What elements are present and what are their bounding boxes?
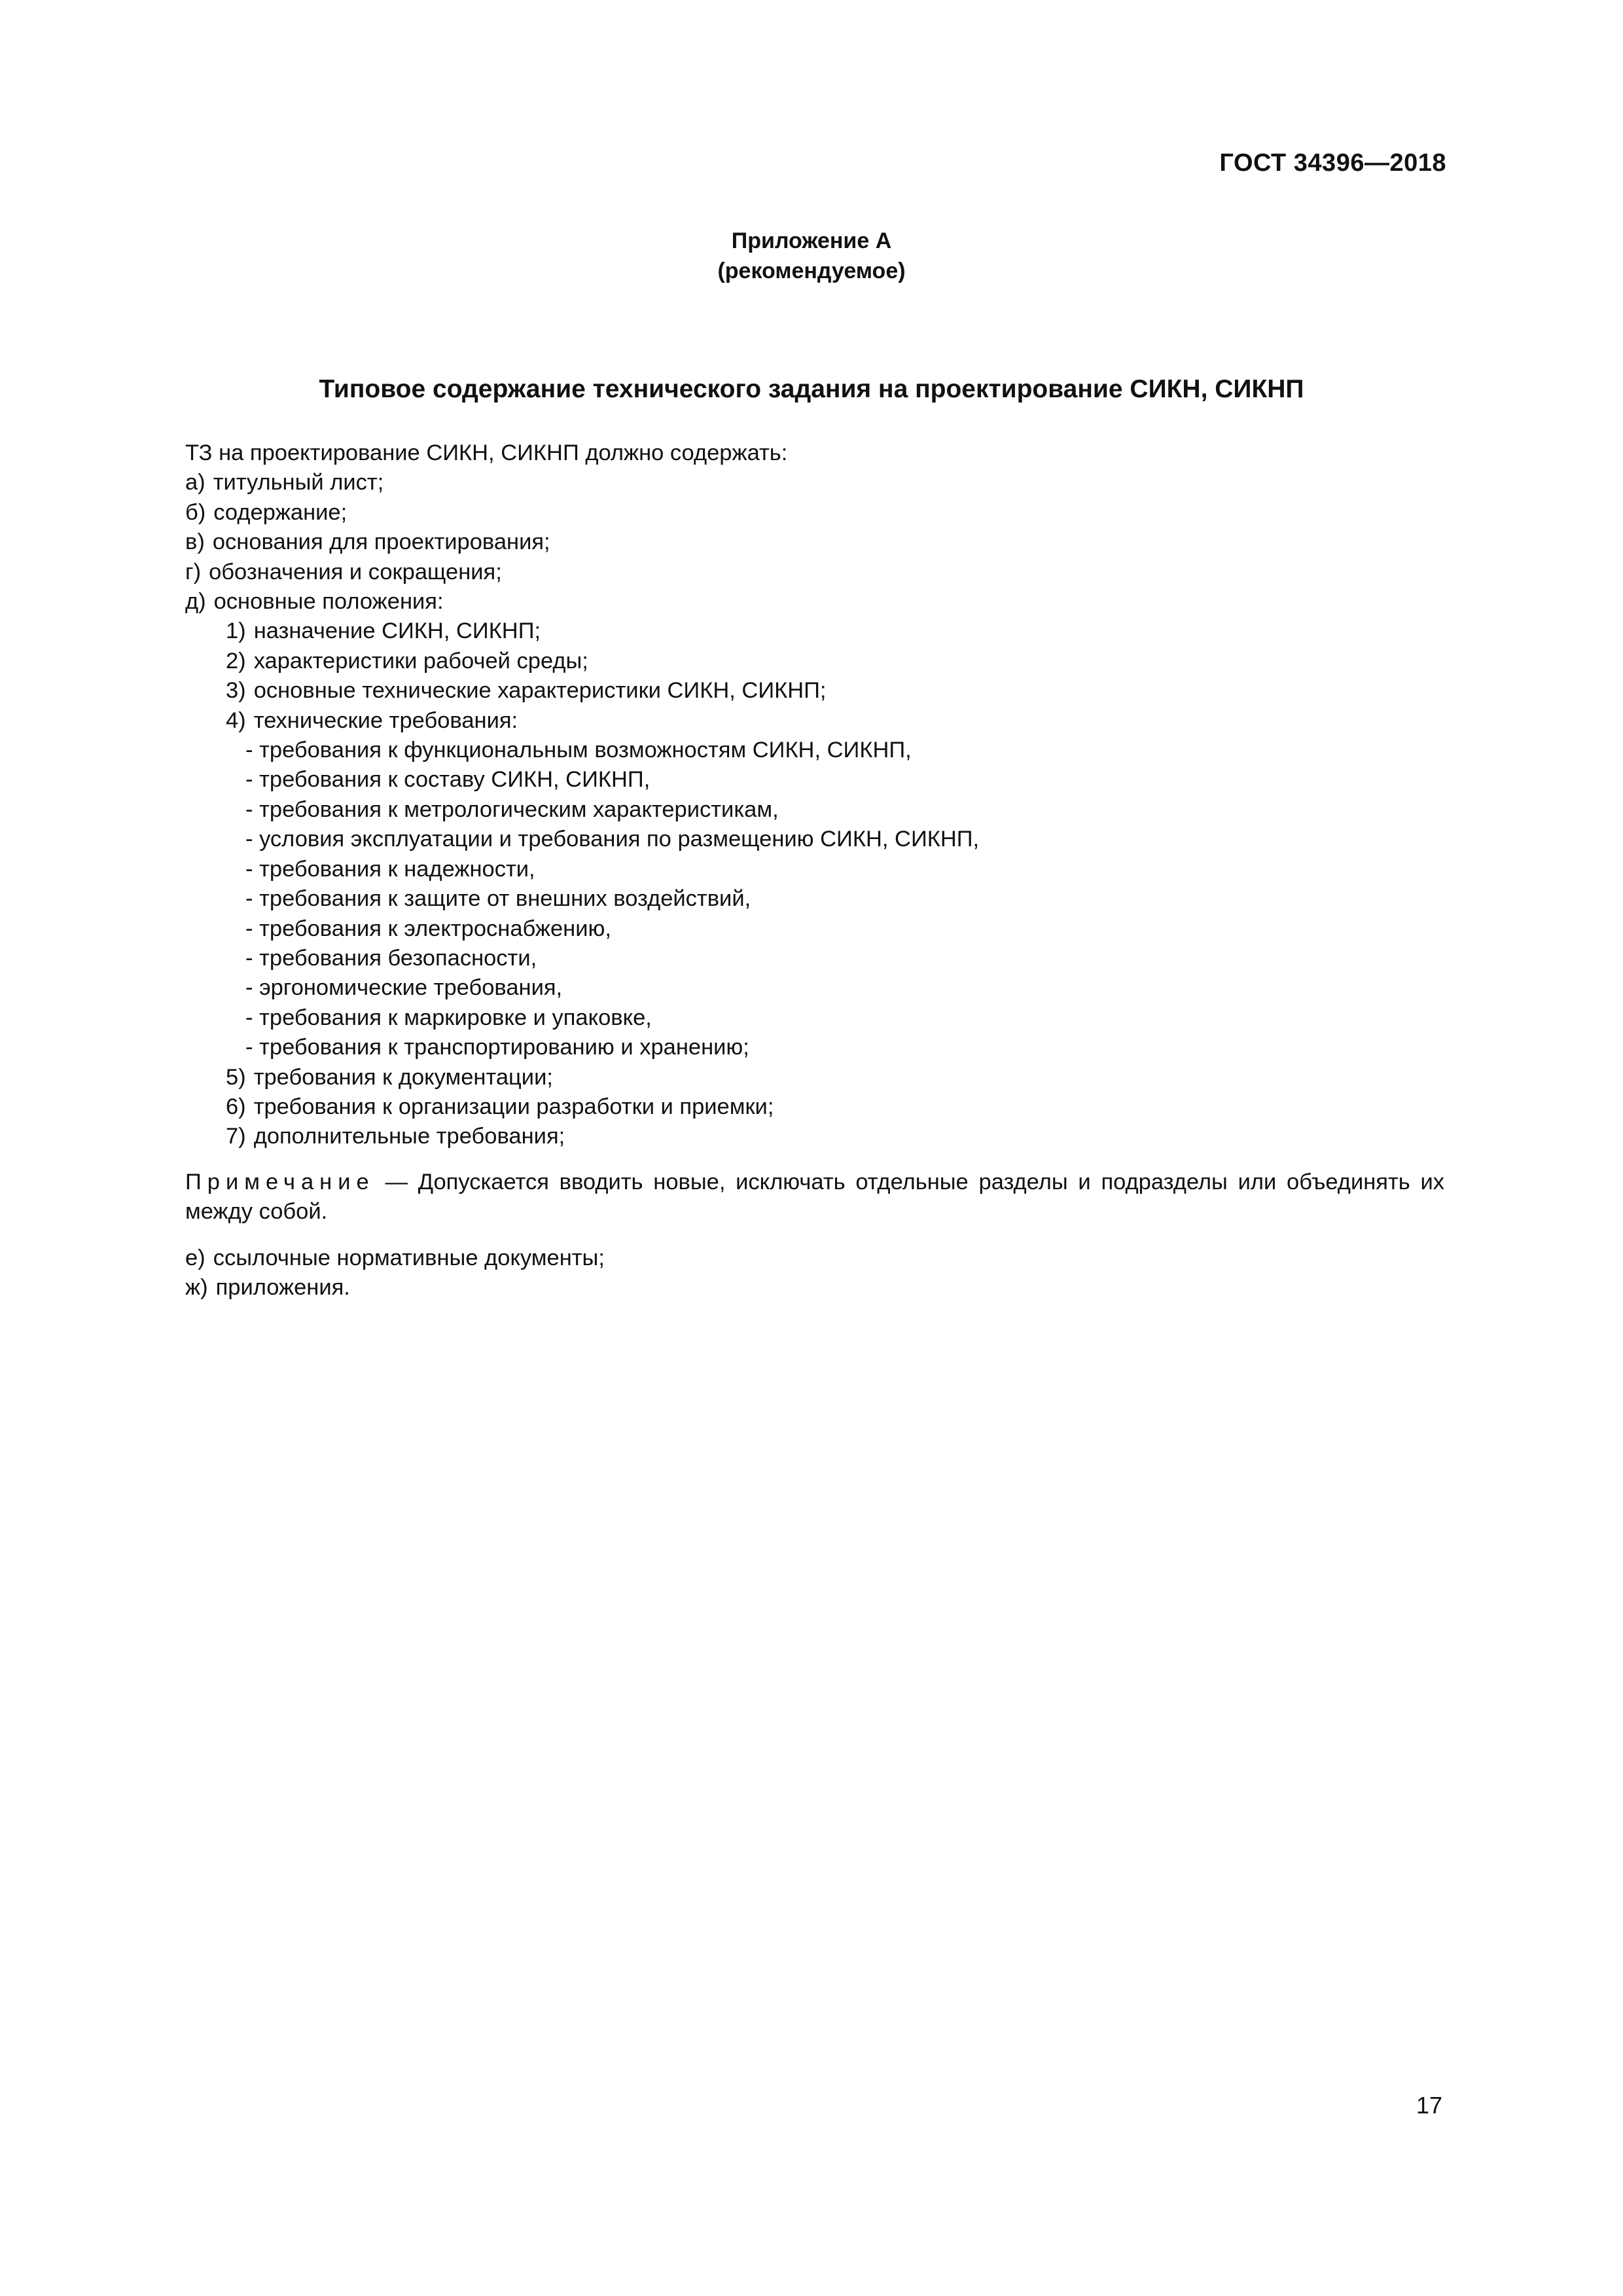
sub-list-item [185,1122,1442,1151]
list-item-text: основания для проектирования; [212,529,550,555]
tail-list [185,1244,1442,1303]
sub-list-item [185,1063,1442,1092]
sub-list-item [185,1092,1442,1122]
note-label: Примечание [185,1170,375,1194]
standard-code: ГОСТ 34396—2018 [1219,149,1446,177]
list-marker: 7) [226,1124,246,1149]
sub-list-item [185,676,1442,706]
sub-list-item [185,647,1442,676]
list-item-text: обозначения и сокращения; [209,559,502,584]
requirement-item: - требования к составу СИКН, СИКНП, [245,767,651,793]
requirement-item: - эргономические требования, [245,975,563,1001]
requirement-item: - условия эксплуатации и требования по размещению СИКН, СИКНП, [245,827,980,852]
list-item-text: содержание; [213,499,348,525]
appendix-status: (рекомендуемое) [717,259,906,283]
requirement-item: - требования к маркировке и упаковке, [245,1005,652,1030]
list-marker: 4) [226,708,246,733]
list-item [185,1273,1442,1302]
note-paragraph [185,1168,1444,1227]
list-marker: 6) [226,1094,246,1119]
list-marker: 1) [226,619,246,644]
list-marker: 3) [226,678,246,704]
list-item-text: приложения. [215,1275,350,1300]
list-marker: г) [185,559,202,584]
list-marker: в) [185,529,205,555]
requirement-item: - требования к защите от внешних воздействий, [245,886,751,912]
page-number: 17 [1416,2092,1442,2119]
list-item [185,558,1442,587]
list-item-text: основные технические характеристики СИКН, СИКНП; [253,678,827,704]
note-text: Допускается вводить новые, исключать отдельные разделы и подразделы или объединять их между собой. [185,1170,1444,1225]
content-list [185,439,1442,1152]
list-item-text: назначение СИКН, СИКНП; [253,619,541,644]
list-marker: е) [185,1246,205,1270]
requirement-item: - требования к метрологическим характеристикам, [245,797,779,822]
sub-list-item [185,706,1442,736]
list-item-text: характеристики рабочей среды; [253,648,588,673]
list-marker: б) [185,499,206,525]
requirement-item: - требования к функциональным возможностям СИКН, СИКНП, [245,738,912,763]
list-marker: 5) [226,1064,246,1090]
list-item [185,1244,1442,1273]
requirement-item: - требования к надежности, [245,856,535,882]
intro-line: ТЗ на проектирование СИКН, СИКНП должно содержать: [185,440,788,465]
list-marker: ж) [185,1275,208,1300]
list-item [185,468,1442,497]
list-item-text: основные положения: [213,589,444,615]
appendix-title: Приложение А [731,228,892,253]
section-heading: Типовое содержание технического задания на проектирование СИКН, СИКНП [319,375,1304,403]
list-item-text: технические требования: [253,708,518,733]
requirement-item: - требования к транспортированию и хранению; [245,1035,749,1060]
note-dash: — [374,1170,418,1194]
list-item [185,498,1442,528]
list-marker: д) [185,589,206,615]
list-item-text: ссылочные нормативные документы; [213,1246,605,1270]
list-item-text: требования к организации разработки и приемки; [253,1094,774,1119]
list-item-text: титульный лист; [213,470,384,495]
sub-list-item [185,617,1442,646]
list-marker: а) [185,470,205,495]
requirement-item: - требования безопасности, [245,945,537,971]
appendix-title-block [0,226,1623,286]
requirement-item: - требования к электроснабжению, [245,916,611,941]
list-item [185,587,1442,617]
list-item-text: дополнительные требования; [253,1124,565,1149]
list-item [185,528,1442,557]
list-item-text: требования к документации; [253,1064,553,1090]
list-marker: 2) [226,648,246,673]
